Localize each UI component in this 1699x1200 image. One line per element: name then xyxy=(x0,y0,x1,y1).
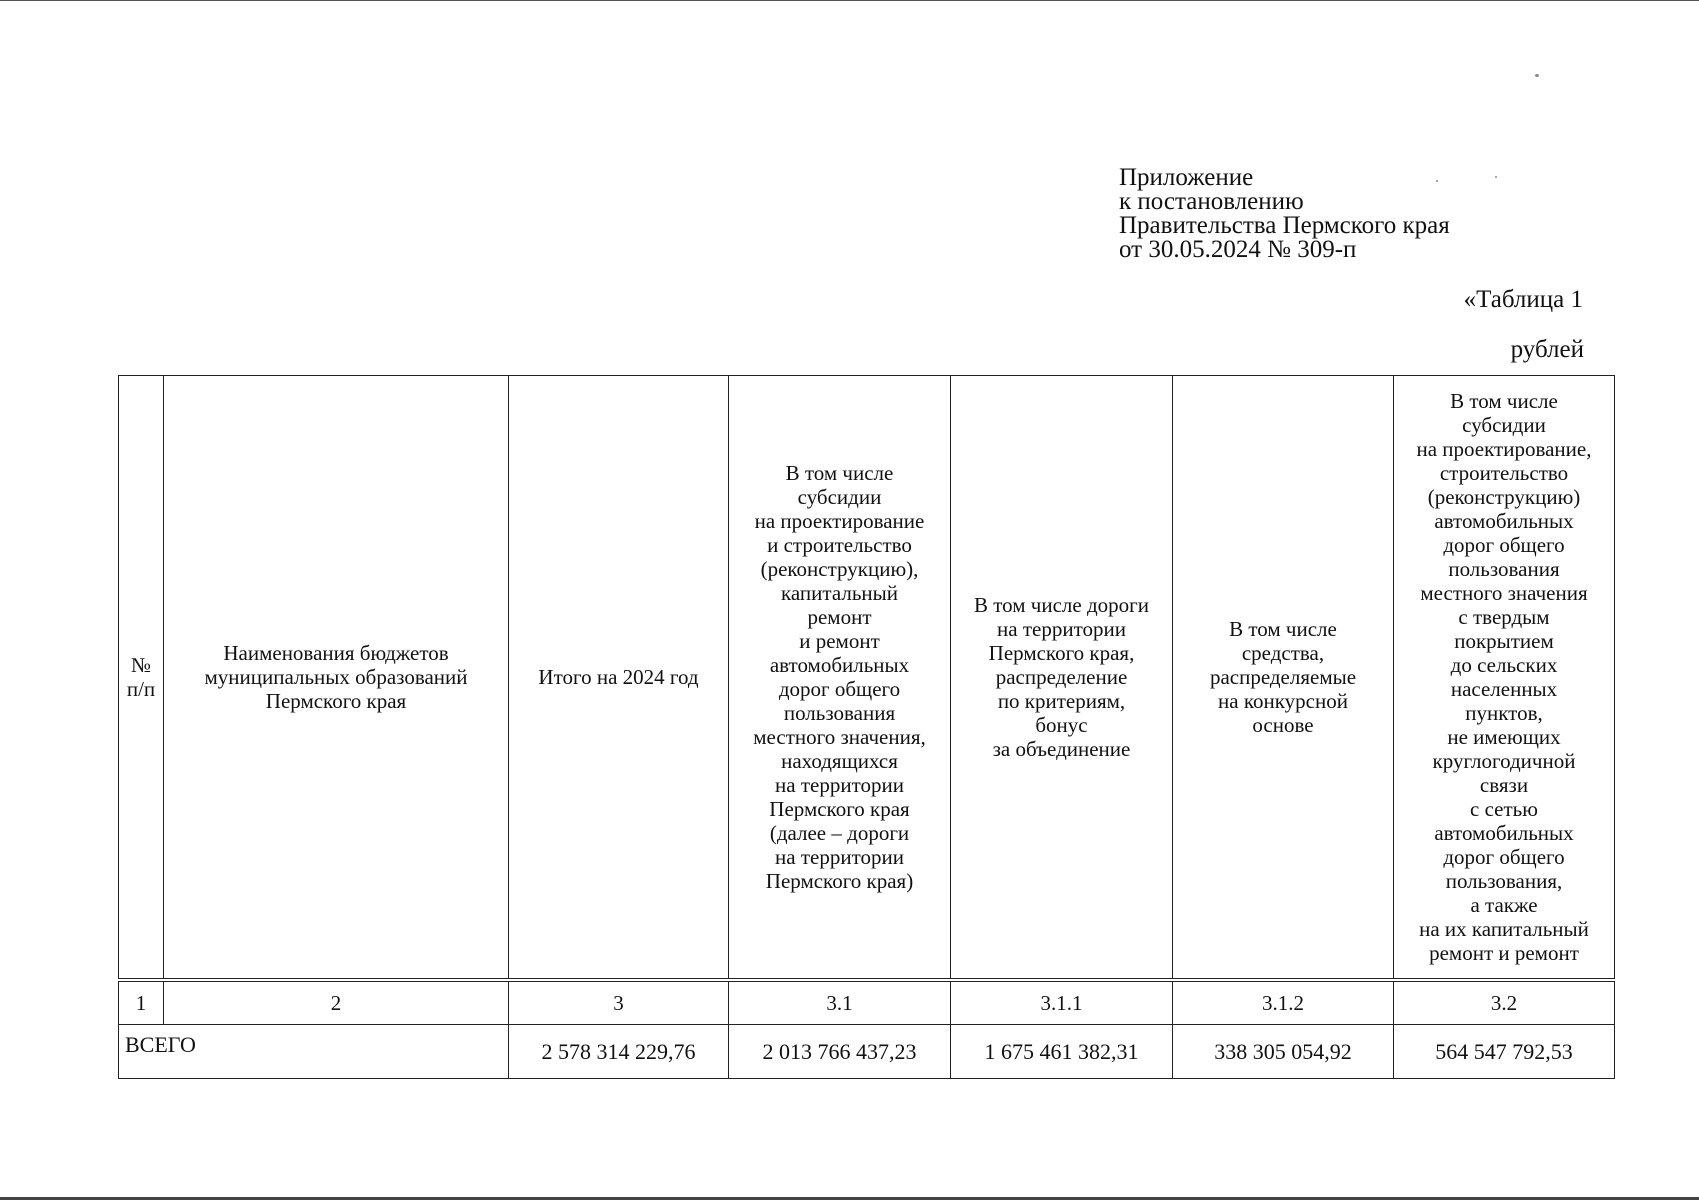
scan-edge-top xyxy=(0,0,1699,1)
appendix-reference: к постановлению xyxy=(1119,188,1304,215)
column-number-cell: 3 xyxy=(509,980,729,1025)
total-value-cell: 2 578 314 229,76 xyxy=(509,1025,729,1079)
column-number-cell: 3.1.1 xyxy=(951,980,1173,1025)
appendix-title: Приложение xyxy=(1119,164,1254,191)
column-number-cell: 1 xyxy=(119,980,164,1025)
table-caption: «Таблица 1 xyxy=(1463,286,1583,313)
header-cell-competitive: В том числе средства, распределяемые на конкурсной основе xyxy=(1173,376,1394,981)
scan-speck xyxy=(1535,74,1539,77)
header-cell-total-2024: Итого на 2024 год xyxy=(509,376,729,981)
appendix-date-number: от 30.05.2024 № 309-п xyxy=(1119,236,1357,263)
header-cell-number: № п/п xyxy=(119,376,164,981)
scan-speck xyxy=(1436,180,1438,182)
column-number-cell: 3.1 xyxy=(729,980,951,1025)
total-value-cell: 2 013 766 437,23 xyxy=(729,1025,951,1079)
total-label: ВСЕГО xyxy=(119,1025,509,1079)
header-cell-criteria-bonus: В том числе дороги на территории Пермского края, распределение по критериям, бонус за объединение xyxy=(951,376,1173,981)
budget-table xyxy=(118,375,1615,1079)
appendix-block xyxy=(1119,166,1450,262)
column-number-cell: 3.2 xyxy=(1394,980,1615,1025)
column-number-cell: 2 xyxy=(164,980,509,1025)
total-row xyxy=(119,1025,1615,1079)
header-cell-budget-names: Наименования бюджетов муниципальных образований Пермского края xyxy=(164,376,509,981)
header-cell-rural-roads: В том числе субсидии на проектирование, строительство (реконструкцию) автомобильных дорог общего пользования местного значения с твердым покрытием до сельских населенных пунктов, не имеющих круглогодичной связи с сетью автомобильных дорог общего пользования, а также на их капитальный ремонт и ремонт xyxy=(1394,376,1615,981)
total-value-cell: 564 547 792,53 xyxy=(1394,1025,1615,1079)
column-numbering-row xyxy=(119,980,1615,1025)
header-cell-roads-subsidies: В том числе субсидии на проектирование и строительство (реконструкцию), капитальный ремонт и ремонт автомобильных дорог общего пользования местного значения, находящихся на территории Пермского края (далее – дороги на территории Пермского края) xyxy=(729,376,951,981)
units-label: рублей xyxy=(1510,336,1584,363)
header-row xyxy=(119,376,1615,981)
scan-speck xyxy=(1495,176,1497,178)
column-number-cell: 3.1.2 xyxy=(1173,980,1394,1025)
appendix-issuer: Правительства Пермского края xyxy=(1119,212,1450,239)
total-value-cell: 1 675 461 382,31 xyxy=(951,1025,1173,1079)
total-value-cell: 338 305 054,92 xyxy=(1173,1025,1394,1079)
